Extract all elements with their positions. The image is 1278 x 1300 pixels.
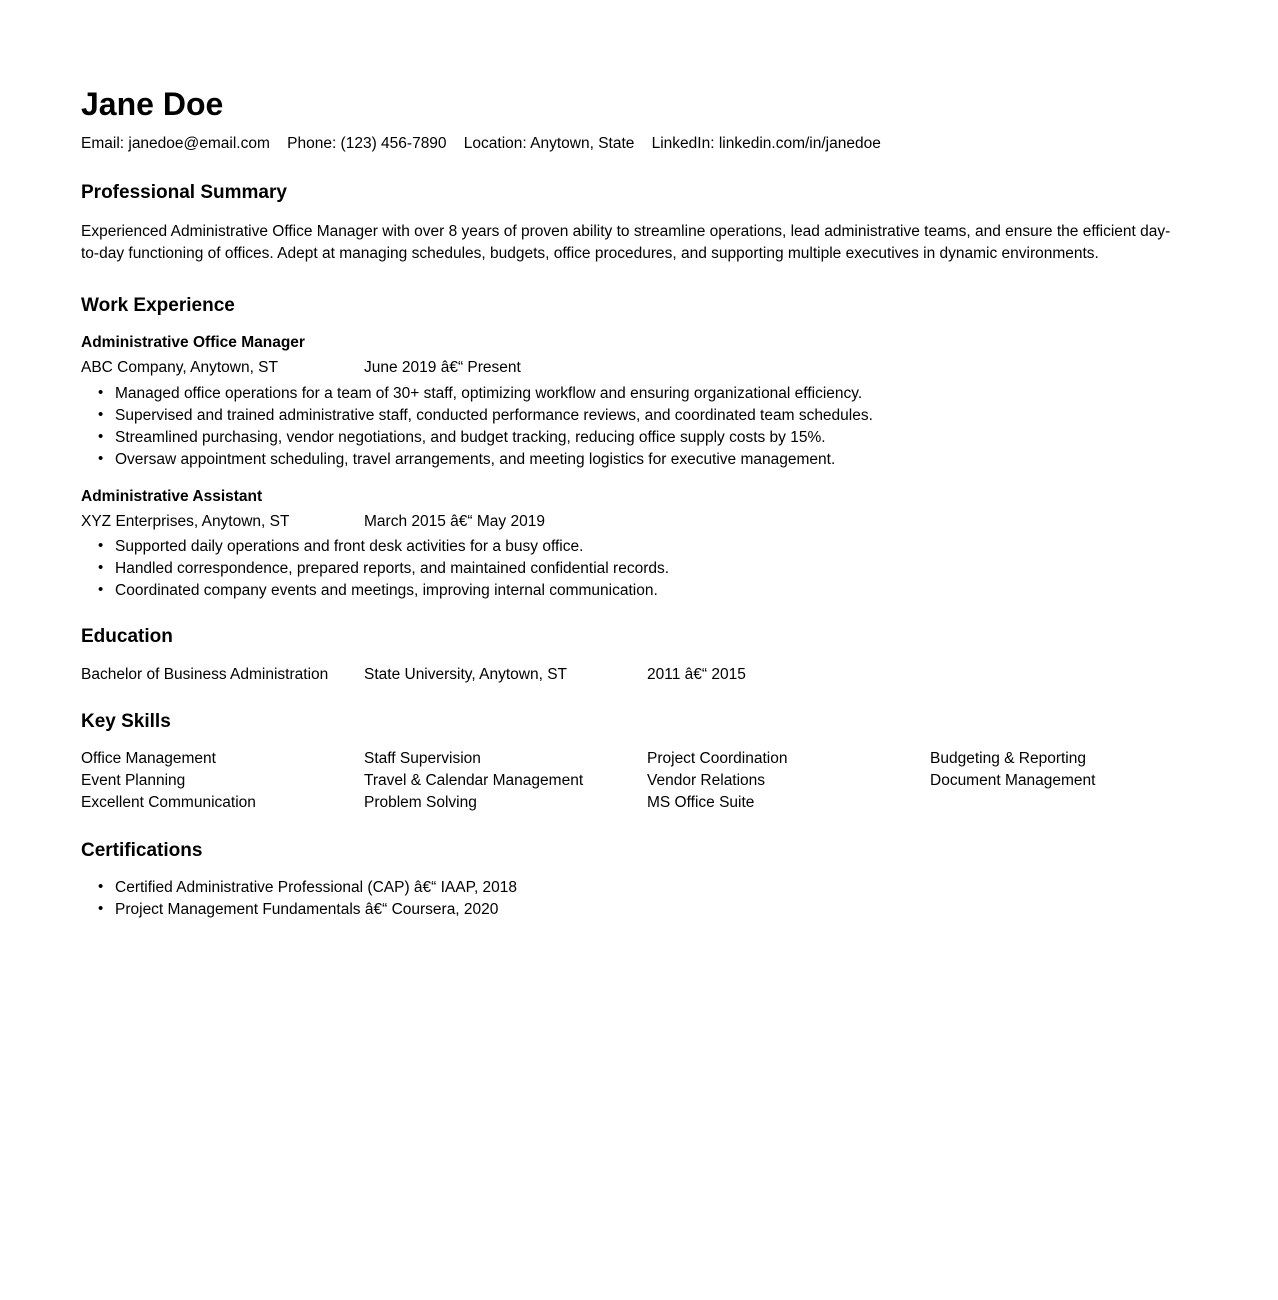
- job-title: Administrative Assistant: [81, 487, 263, 505]
- professional-summary-text: Experienced Administrative Office Manager with over 8 years of proven ability to streamline operations, lead administrative teams, and ensure the efficient day-to-day functioning of offices. Adept at managing schedules, budgets, office procedures, and supporting multiple executives in dynamic environments.: [81, 222, 1171, 262]
- job-entry: [81, 487, 1190, 602]
- job-meta: [81, 358, 1190, 378]
- skill-item: Excellent Communication: [81, 793, 256, 811]
- education-institution: State University, Anytown, ST: [364, 665, 568, 683]
- skill-item: MS Office Suite: [647, 793, 755, 811]
- job-organization: XYZ Enterprises, Anytown, ST: [81, 512, 290, 530]
- certifications-list: [81, 877, 1190, 921]
- job-bullet-list: [81, 383, 1190, 471]
- certification-item: • Project Management Fundamentals â€“ Coursera, 2020: [98, 899, 1190, 921]
- professional-summary-section: [81, 182, 1190, 265]
- skill-item: Project Coordination: [647, 749, 788, 767]
- job-organization: ABC Company, Anytown, ST: [81, 359, 278, 377]
- certifications-section: [81, 840, 1190, 921]
- job-bullet: • Managed office operations for a team of 30+ staff, optimizing workflow and ensuring organizational efficiency.: [98, 383, 1190, 405]
- certification-item: • Certified Administrative Professional (CAP) â€“ IAAP, 2018: [98, 877, 1190, 899]
- job-bullet: • Streamlined purchasing, vendor negotiations, and budget tracking, reducing office supply costs by 15%.: [98, 427, 1190, 449]
- key-skills-section: [81, 711, 1190, 814]
- job-dates: June 2019 â€“ Present: [364, 359, 521, 377]
- contact-info-line: Email: janedoe@email.com Phone: (123) 456-7890 Location: Anytown, State LinkedIn: linkedin.com/in/janedoe: [81, 135, 881, 153]
- resume-header: [81, 86, 1190, 154]
- key-skills-grid: [81, 748, 1190, 814]
- work-experience-section: [81, 295, 1190, 602]
- skill-item: Vendor Relations: [647, 771, 766, 789]
- certifications-heading: Certifications: [81, 840, 203, 862]
- education-years: 2011 â€“ 2015: [647, 665, 746, 683]
- skill-item: Document Management: [930, 771, 1096, 789]
- professional-summary-heading: Professional Summary: [81, 181, 287, 203]
- skill-item: Budgeting & Reporting: [930, 749, 1086, 767]
- candidate-name: Jane Doe: [81, 86, 224, 122]
- work-experience-heading: Work Experience: [81, 294, 235, 316]
- job-bullet: • Coordinated company events and meetings, improving internal communication.: [98, 580, 1190, 602]
- job-bullet: • Oversaw appointment scheduling, travel arrangements, and meeting logistics for executive management.: [98, 449, 1190, 471]
- education-degree: Bachelor of Business Administration: [81, 665, 329, 683]
- skill-item: Problem Solving: [364, 793, 477, 811]
- skill-item: Travel & Calendar Management: [364, 771, 584, 789]
- education-heading: Education: [81, 625, 173, 647]
- job-bullet: • Handled correspondence, prepared reports, and maintained confidential records.: [98, 558, 1190, 580]
- job-bullet-list: [81, 536, 1190, 602]
- skill-item-empty: [930, 792, 1190, 814]
- job-bullet: • Supported daily operations and front desk activities for a busy office.: [98, 536, 1190, 558]
- key-skills-heading: Key Skills: [81, 710, 171, 732]
- education-entry: [81, 665, 1190, 685]
- job-meta: [81, 512, 1190, 532]
- skill-item: Staff Supervision: [364, 749, 481, 767]
- job-bullet: • Supervised and trained administrative staff, conducted performance reviews, and coordinated team schedules.: [98, 405, 1190, 427]
- job-title: Administrative Office Manager: [81, 334, 305, 352]
- job-entry: [81, 333, 1190, 470]
- job-dates: March 2015 â€“ May 2019: [364, 512, 545, 530]
- skill-item: Office Management: [81, 749, 216, 767]
- education-section: [81, 626, 1190, 685]
- skill-item: Event Planning: [81, 771, 186, 789]
